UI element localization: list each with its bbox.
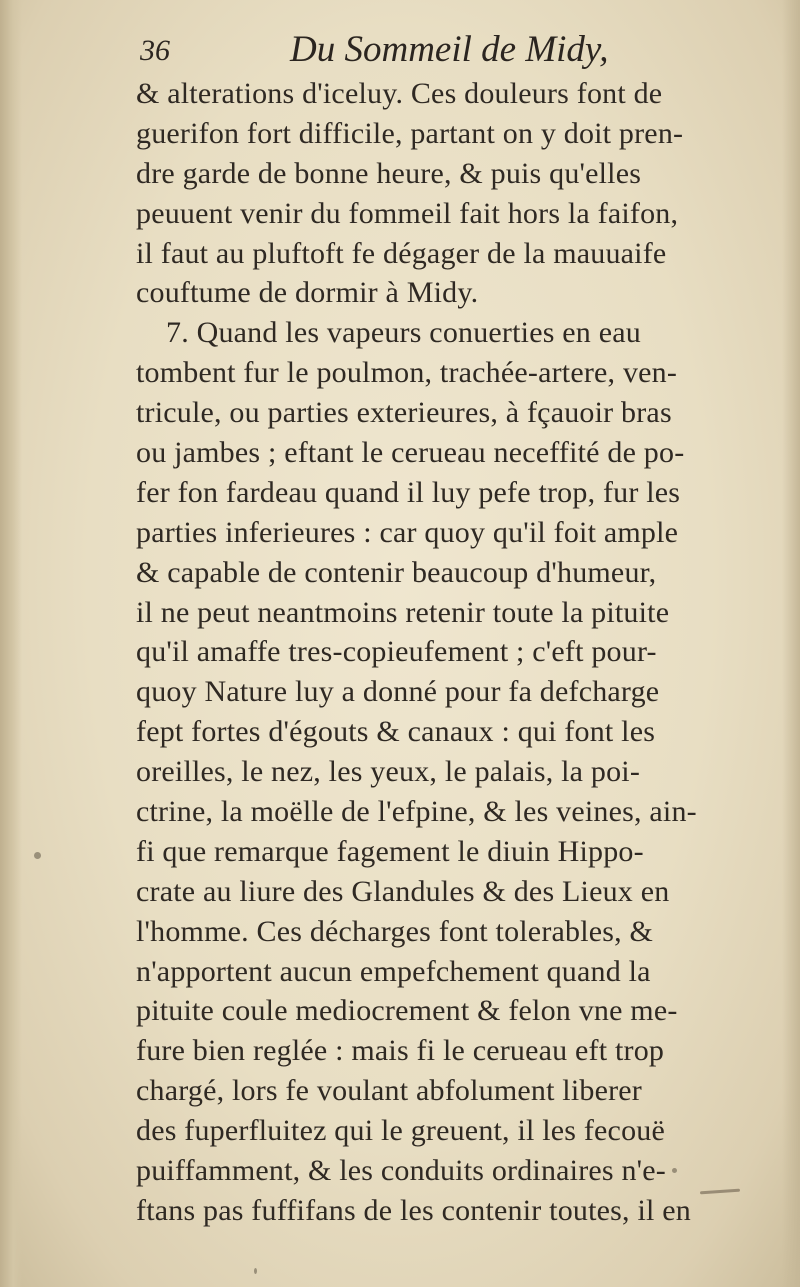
text-line: couftume de dormir à Midy. xyxy=(136,276,479,310)
text-line: qu'il amaffe tres-copieufement ; c'eft pour- xyxy=(136,635,657,669)
text-line: quoy Nature luy a donné pour fa defcharge xyxy=(136,675,660,709)
page-gutter-shadow xyxy=(0,0,22,1287)
text-line: chargé, lors fe voulant abfolument liberer xyxy=(136,1074,642,1108)
text-line: guerifon fort difficile, partant on y doit pren- xyxy=(136,116,684,150)
page-number: 36 xyxy=(140,34,170,67)
text-line: tricule, ou parties exterieures, à fçauoir bras xyxy=(136,396,672,430)
running-head: Du Sommeil de Midy, xyxy=(290,29,609,70)
text-line: il ne peut neantmoins retenir toute la pituite xyxy=(136,595,670,629)
paper-speck xyxy=(34,852,41,859)
text-line: fer fon fardeau quand il luy pefe trop, fur les xyxy=(136,475,681,509)
text-line: parties inferieures : car quoy qu'il foit ample xyxy=(136,515,679,549)
paragraph-start-line: 7. Quand les vapeurs conuerties en eau xyxy=(166,316,641,350)
text-line: & capable de contenir beaucoup d'humeur, xyxy=(136,555,657,589)
text-line: ftans pas fuffifans de les contenir toutes, il en xyxy=(136,1193,691,1227)
text-line: n'apportent aucun empefchement quand la xyxy=(136,954,651,988)
body-text xyxy=(136,74,786,1231)
text-line: fept fortes d'égouts & canaux : qui font les xyxy=(136,715,656,749)
text-line: puiffamment, & les conduits ordinaires n'e- xyxy=(136,1154,666,1188)
text-line: fi que remarque fagement le diuin Hippo- xyxy=(136,834,644,868)
text-line: pituite coule mediocrement & felon vne me- xyxy=(136,994,678,1028)
text-line: il faut au pluftoft fe dégager de la mauuaife xyxy=(136,236,667,270)
paper-speck xyxy=(672,1168,677,1173)
text-line: crate au liure des Glandules & des Lieux en xyxy=(136,874,670,908)
text-line: peuuent venir du fommeil fait hors la faifon, xyxy=(136,196,679,230)
page-header xyxy=(140,28,760,74)
text-line: tombent fur le poulmon, trachée-artere, ven- xyxy=(136,356,678,390)
text-line: fure bien reglée : mais fi le cerueau eft trop xyxy=(136,1034,665,1068)
text-line: oreilles, le nez, les yeux, le palais, la poi- xyxy=(136,755,641,789)
text-line: dre garde de bonne heure, & puis qu'elles xyxy=(136,156,642,190)
text-line: ou jambes ; eftant le cerueau neceffité de po- xyxy=(136,436,685,470)
text-line: ctrine, la moëlle de l'efpine, & les veines, ain- xyxy=(136,795,697,829)
text-line: des fuperfluitez qui le greuent, il les fecouë xyxy=(136,1114,665,1148)
text-line: l'homme. Ces décharges font tolerables, & xyxy=(136,914,654,948)
paper-speck xyxy=(254,1268,257,1274)
text-line: & alterations d'iceluy. Ces douleurs font de xyxy=(136,77,663,110)
